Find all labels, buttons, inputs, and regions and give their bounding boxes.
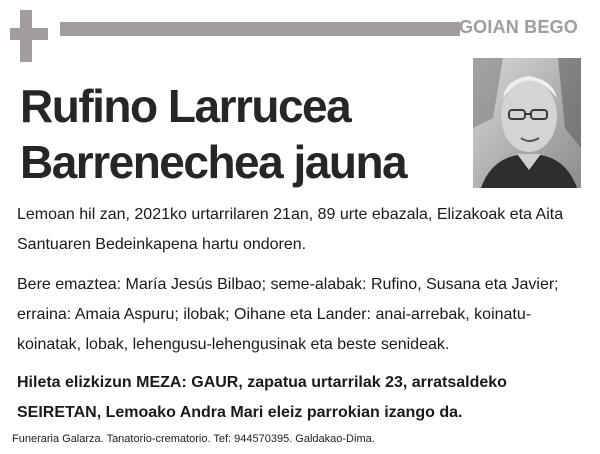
portrait-photo [473, 58, 581, 188]
funeral-home-footer: Funeraria Galarza. Tanatorio-crematorio. Tef: 944570395. Galdakao-Dima. [12, 433, 375, 445]
death-announcement-paragraph: Lemoan hil zan, 2021ko urtarrilaren 21an, 89 urte ebazala, Elizakoak eta Aita Santuaren Bedeinkapena hartu ondoren. [17, 206, 564, 253]
cross-horizontal-bar [10, 28, 48, 40]
deceased-name [20, 78, 460, 190]
section-label: GOIAN BEGO [458, 17, 578, 37]
cross-icon [10, 10, 48, 62]
header-divider-bar [60, 22, 460, 36]
name-line-2: Barrenechea jauna [20, 136, 407, 188]
family-paragraph: Bere emaztea: María Jesús Bilbao; seme-alabak: Rufino, Susana eta Javier; erraina: Amaia Aspuru; ilobak; Oihane eta Lander: anai-arrebak, koinatu-koinatak, lobak, lehengusu-lehengusinak eta beste senideak. [17, 276, 559, 353]
funeral-info-paragraph: Hileta elizkizun MEZA: GAUR, zapatua urtarrilak 23, arratsaldeko SEIRETAN, Lemoako Andra Mari eleiz parrokian izango da. [17, 374, 507, 421]
name-line-1: Rufino Larrucea [20, 80, 351, 132]
